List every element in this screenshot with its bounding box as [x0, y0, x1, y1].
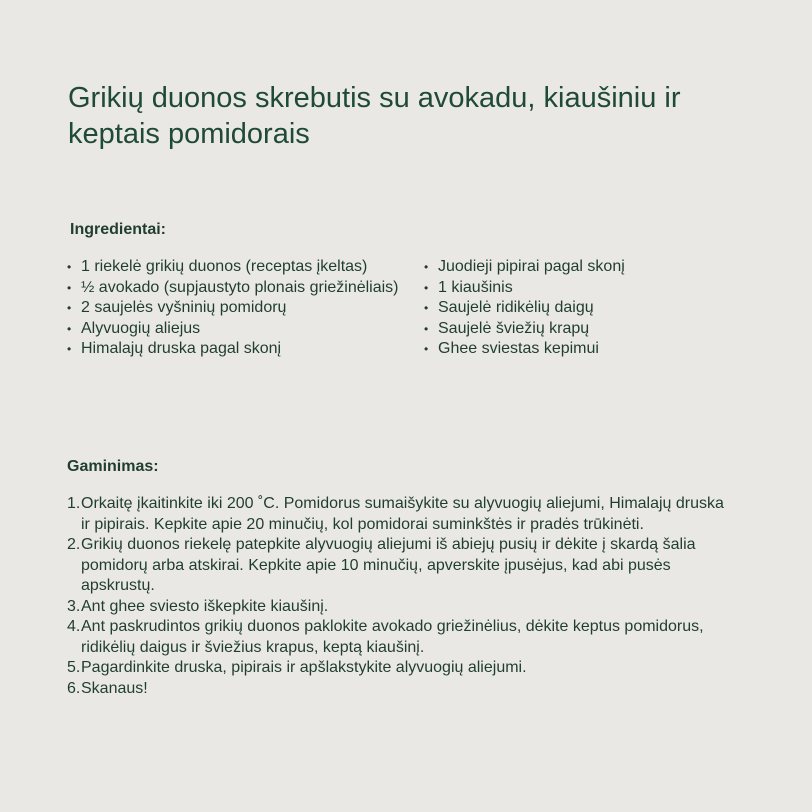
step-text: Pagardinkite druska, pipirais ir apšlakstykite alyvuogių aliejumi. — [81, 659, 527, 676]
step-number: 2. — [67, 536, 81, 553]
ingredient-item: • Saujelė ridikėlių daigų — [424, 298, 754, 319]
ingredient-item: • 2 saujelės vyšninių pomidorų — [67, 298, 412, 319]
method-step — [67, 535, 737, 597]
ingredient-item: • 1 kiaušinis — [424, 278, 754, 299]
step-number: 1. — [67, 495, 81, 512]
ingredients-list-right — [424, 257, 754, 360]
ingredients-heading: Ingredientai: — [70, 221, 167, 238]
step-text: Ant ghee sviesto iškepkite kiaušinį. — [81, 597, 329, 615]
step-number: 5. — [67, 659, 81, 676]
method-heading: Gaminimas: — [67, 458, 159, 475]
ingredient-item: • Juodieji pipirai pagal skonį — [424, 257, 754, 278]
step-text: Ant paskrudintos grikių duonos paklokite avokado griežinėlius, dėkite keptus pomidorus, ridikėlių daigus ir šviežius krapus, keptą kiaušinį. — [81, 618, 704, 656]
ingredient-item: • Himalajų druska pagal skonį — [67, 339, 412, 360]
ingredient-item: • Saujelė šviežių krapų — [424, 319, 754, 340]
ingredient-item: • Alyvuogių aliejus — [67, 319, 412, 340]
step-text: Grikių duonos riekelę patepkite alyvuogių aliejumi iš abiejų pusių ir dėkite į skardą šalia pomidorų arba atskirai. Kepkite apie 10 minučių, apverskite įpusėjus, kad abi pusės apskrustų. — [81, 536, 696, 594]
method-step — [67, 494, 737, 535]
step-number: 4. — [67, 618, 81, 635]
method-step — [67, 679, 737, 700]
method-step — [67, 658, 737, 679]
method-steps-list — [67, 494, 737, 699]
method-step — [67, 597, 737, 618]
ingredients-list-left — [67, 257, 412, 360]
step-text: Orkaitę įkaitinkite iki 200 ˚C. Pomidorus sumaišykite su alyvuogių aliejumi, Himalajų druska ir pipirais. Kepkite apie 20 minučių, kol pomidorai suminkštės ir pradės trūkinėti. — [81, 495, 724, 533]
recipe-title: Grikių duonos skrebutis su avokadu, kiaušiniu ir keptais pomidorais — [68, 82, 681, 150]
method-step — [67, 617, 737, 658]
step-number: 3. — [67, 597, 81, 615]
step-text: Skanaus! — [81, 679, 148, 697]
ingredient-item: • Ghee sviestas kepimui — [424, 339, 754, 360]
step-number: 6. — [67, 679, 81, 697]
ingredient-item: • ½ avokado (supjaustyto plonais griežinėliais) — [67, 278, 412, 299]
ingredient-item: • 1 riekelė grikių duonos (receptas įkeltas) — [67, 257, 412, 278]
